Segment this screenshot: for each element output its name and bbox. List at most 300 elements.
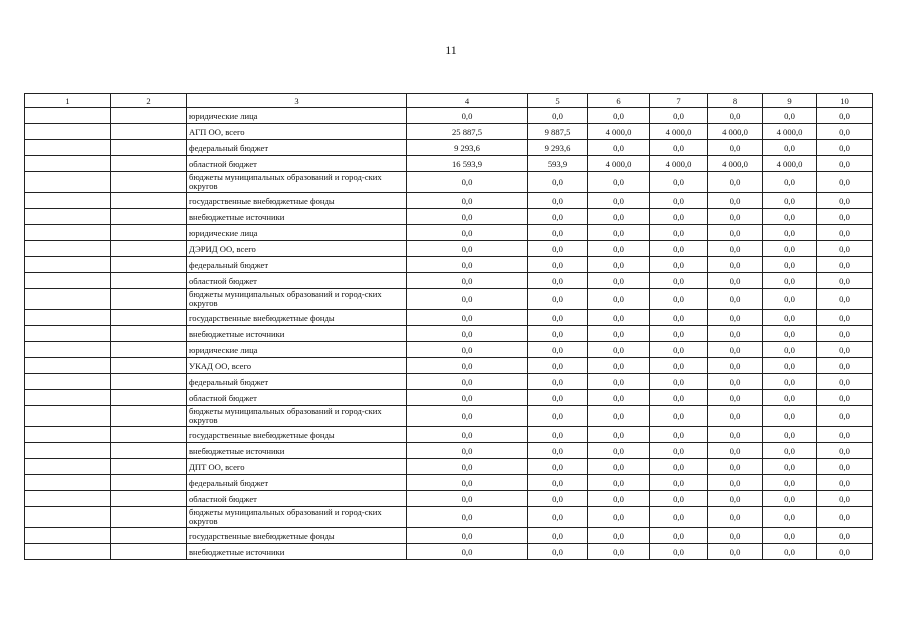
value-cell: 0,0 [407, 544, 528, 560]
value-cell: 0,0 [817, 390, 873, 406]
value-cell: 0,0 [817, 358, 873, 374]
value-cell: 0,0 [650, 225, 708, 241]
value-cell: 0,0 [528, 225, 588, 241]
row-label: внебюджетные источники [187, 544, 407, 560]
col1-cell [25, 528, 111, 544]
value-cell: 0,0 [650, 475, 708, 491]
value-cell: 0,0 [763, 193, 817, 209]
page-number: 11 [445, 43, 457, 57]
value-cell: 0,0 [708, 406, 763, 427]
table-row [25, 209, 873, 225]
value-cell: 0,0 [588, 326, 650, 342]
value-cell: 0,0 [650, 443, 708, 459]
value-cell: 0,0 [708, 491, 763, 507]
column-number: 6 [588, 94, 650, 108]
value-cell: 16 593,9 [407, 156, 528, 172]
col1-cell [25, 443, 111, 459]
table-row [25, 443, 873, 459]
value-cell: 0,0 [650, 374, 708, 390]
value-cell: 0,0 [708, 374, 763, 390]
column-number: 4 [407, 94, 528, 108]
value-cell: 0,0 [528, 209, 588, 225]
col2-cell [111, 507, 187, 528]
table-row [25, 108, 873, 124]
value-cell: 0,0 [588, 475, 650, 491]
row-label: областной бюджет [187, 156, 407, 172]
value-cell: 0,0 [817, 406, 873, 427]
table-row [25, 475, 873, 491]
value-cell: 0,0 [407, 273, 528, 289]
col1-cell [25, 209, 111, 225]
value-cell: 0,0 [763, 310, 817, 326]
table-row [25, 427, 873, 443]
table-row [25, 156, 873, 172]
value-cell: 0,0 [650, 507, 708, 528]
value-cell: 0,0 [588, 427, 650, 443]
col1-cell [25, 406, 111, 427]
value-cell: 0,0 [708, 459, 763, 475]
column-number: 1 [25, 94, 111, 108]
value-cell: 0,0 [588, 528, 650, 544]
value-cell: 0,0 [763, 528, 817, 544]
value-cell: 0,0 [407, 193, 528, 209]
value-cell: 0,0 [763, 257, 817, 273]
table-row [25, 528, 873, 544]
value-cell: 0,0 [650, 544, 708, 560]
value-cell: 0,0 [817, 273, 873, 289]
value-cell: 0,0 [763, 475, 817, 491]
table-row [25, 241, 873, 257]
value-cell: 0,0 [528, 528, 588, 544]
col1-cell [25, 241, 111, 257]
col1-cell [25, 390, 111, 406]
row-label: юридические лица [187, 342, 407, 358]
value-cell: 0,0 [650, 257, 708, 273]
row-label: ДПТ ОО, всего [187, 459, 407, 475]
value-cell: 9 293,6 [528, 140, 588, 156]
col2-cell [111, 491, 187, 507]
table-row [25, 544, 873, 560]
table-row [25, 124, 873, 140]
row-label: областной бюджет [187, 273, 407, 289]
value-cell: 0,0 [528, 241, 588, 257]
col1-cell [25, 544, 111, 560]
value-cell: 0,0 [588, 507, 650, 528]
value-cell: 593,9 [528, 156, 588, 172]
value-cell: 0,0 [528, 193, 588, 209]
table-row [25, 374, 873, 390]
col1-cell [25, 124, 111, 140]
value-cell: 0,0 [817, 544, 873, 560]
table-row [25, 342, 873, 358]
value-cell: 0,0 [817, 241, 873, 257]
row-label: ДЭРИД ОО, всего [187, 241, 407, 257]
value-cell: 0,0 [528, 289, 588, 310]
value-cell: 0,0 [528, 459, 588, 475]
value-cell: 0,0 [763, 374, 817, 390]
value-cell: 0,0 [407, 108, 528, 124]
col1-cell [25, 475, 111, 491]
col2-cell [111, 172, 187, 193]
row-label: юридические лица [187, 225, 407, 241]
row-label: государственные внебюджетные фонды [187, 528, 407, 544]
col2-cell [111, 289, 187, 310]
value-cell: 0,0 [708, 443, 763, 459]
table-row [25, 507, 873, 528]
value-cell: 0,0 [528, 273, 588, 289]
value-cell: 0,0 [708, 209, 763, 225]
value-cell: 0,0 [763, 140, 817, 156]
value-cell: 0,0 [817, 193, 873, 209]
value-cell: 0,0 [407, 427, 528, 443]
value-cell: 0,0 [588, 342, 650, 358]
col1-cell [25, 507, 111, 528]
col2-cell [111, 209, 187, 225]
table-row [25, 140, 873, 156]
value-cell: 0,0 [588, 289, 650, 310]
value-cell: 0,0 [708, 507, 763, 528]
value-cell: 4 000,0 [763, 156, 817, 172]
row-label: государственные внебюджетные фонды [187, 310, 407, 326]
value-cell: 0,0 [817, 257, 873, 273]
col2-cell [111, 358, 187, 374]
value-cell: 0,0 [763, 326, 817, 342]
table-row [25, 310, 873, 326]
table-row [25, 193, 873, 209]
table-row [25, 289, 873, 310]
value-cell: 0,0 [528, 390, 588, 406]
col1-cell [25, 172, 111, 193]
table-row [25, 257, 873, 273]
value-cell: 0,0 [588, 273, 650, 289]
value-cell: 0,0 [763, 459, 817, 475]
row-label: областной бюджет [187, 491, 407, 507]
value-cell: 0,0 [650, 273, 708, 289]
table-row [25, 491, 873, 507]
value-cell: 0,0 [588, 172, 650, 193]
value-cell: 4 000,0 [650, 124, 708, 140]
value-cell: 0,0 [407, 459, 528, 475]
table-row [25, 358, 873, 374]
value-cell: 0,0 [708, 289, 763, 310]
value-cell: 0,0 [650, 310, 708, 326]
value-cell: 0,0 [588, 257, 650, 273]
value-cell: 0,0 [407, 528, 528, 544]
col1-cell [25, 156, 111, 172]
value-cell: 0,0 [763, 342, 817, 358]
row-label: юридические лица [187, 108, 407, 124]
value-cell: 0,0 [588, 225, 650, 241]
col2-cell [111, 406, 187, 427]
value-cell: 0,0 [650, 241, 708, 257]
value-cell: 0,0 [407, 443, 528, 459]
col1-cell [25, 289, 111, 310]
value-cell: 0,0 [817, 225, 873, 241]
row-label: УКАД ОО, всего [187, 358, 407, 374]
table-row [25, 406, 873, 427]
value-cell: 0,0 [708, 390, 763, 406]
col1-cell [25, 225, 111, 241]
value-cell: 0,0 [528, 342, 588, 358]
value-cell: 0,0 [650, 289, 708, 310]
row-label: АГП ОО, всего [187, 124, 407, 140]
value-cell: 0,0 [708, 475, 763, 491]
value-cell: 0,0 [528, 427, 588, 443]
value-cell: 0,0 [407, 374, 528, 390]
value-cell: 9 293,6 [407, 140, 528, 156]
value-cell: 0,0 [588, 443, 650, 459]
value-cell: 0,0 [763, 225, 817, 241]
value-cell: 0,0 [407, 358, 528, 374]
col2-cell [111, 108, 187, 124]
col2-cell [111, 140, 187, 156]
row-label: федеральный бюджет [187, 475, 407, 491]
col2-cell [111, 427, 187, 443]
value-cell: 0,0 [763, 289, 817, 310]
col1-cell [25, 459, 111, 475]
col1-cell [25, 310, 111, 326]
value-cell: 0,0 [650, 491, 708, 507]
value-cell: 0,0 [817, 374, 873, 390]
value-cell: 0,0 [708, 140, 763, 156]
col1-cell [25, 193, 111, 209]
value-cell: 0,0 [528, 443, 588, 459]
value-cell: 4 000,0 [708, 124, 763, 140]
value-cell: 0,0 [588, 358, 650, 374]
column-number: 8 [708, 94, 763, 108]
value-cell: 0,0 [708, 326, 763, 342]
table-row [25, 225, 873, 241]
value-cell: 4 000,0 [650, 156, 708, 172]
column-number: 7 [650, 94, 708, 108]
value-cell: 0,0 [817, 289, 873, 310]
row-label: бюджеты муниципальных образований и город-ских округов [187, 507, 407, 528]
value-cell: 0,0 [763, 241, 817, 257]
value-cell: 0,0 [650, 108, 708, 124]
value-cell: 0,0 [708, 172, 763, 193]
value-cell: 0,0 [407, 172, 528, 193]
col1-cell [25, 358, 111, 374]
value-cell: 0,0 [763, 390, 817, 406]
col2-cell [111, 390, 187, 406]
value-cell: 0,0 [817, 124, 873, 140]
value-cell: 0,0 [528, 406, 588, 427]
column-number: 9 [763, 94, 817, 108]
col2-cell [111, 528, 187, 544]
value-cell: 0,0 [407, 491, 528, 507]
col1-cell [25, 427, 111, 443]
col2-cell [111, 156, 187, 172]
value-cell: 0,0 [650, 427, 708, 443]
row-label: бюджеты муниципальных образований и город-ских округов [187, 406, 407, 427]
value-cell: 0,0 [650, 193, 708, 209]
column-number: 5 [528, 94, 588, 108]
value-cell: 0,0 [817, 475, 873, 491]
value-cell: 4 000,0 [588, 156, 650, 172]
value-cell: 0,0 [650, 172, 708, 193]
value-cell: 0,0 [407, 326, 528, 342]
value-cell: 0,0 [407, 289, 528, 310]
value-cell: 25 887,5 [407, 124, 528, 140]
value-cell: 0,0 [817, 140, 873, 156]
value-cell: 0,0 [817, 172, 873, 193]
value-cell: 0,0 [817, 507, 873, 528]
value-cell: 0,0 [817, 443, 873, 459]
value-cell: 0,0 [708, 273, 763, 289]
value-cell: 0,0 [528, 326, 588, 342]
row-label: бюджеты муниципальных образований и город-ских округов [187, 172, 407, 193]
value-cell: 0,0 [817, 427, 873, 443]
value-cell: 0,0 [763, 507, 817, 528]
value-cell: 0,0 [588, 459, 650, 475]
value-cell: 0,0 [708, 241, 763, 257]
table-row [25, 390, 873, 406]
column-number: 2 [111, 94, 187, 108]
value-cell: 0,0 [407, 241, 528, 257]
value-cell: 0,0 [588, 241, 650, 257]
col1-cell [25, 342, 111, 358]
value-cell: 0,0 [650, 406, 708, 427]
value-cell: 0,0 [407, 257, 528, 273]
col2-cell [111, 124, 187, 140]
value-cell: 0,0 [817, 342, 873, 358]
row-label: внебюджетные источники [187, 209, 407, 225]
col1-cell [25, 374, 111, 390]
value-cell: 0,0 [528, 358, 588, 374]
value-cell: 0,0 [708, 544, 763, 560]
col2-cell [111, 342, 187, 358]
value-cell: 0,0 [763, 273, 817, 289]
value-cell: 0,0 [528, 475, 588, 491]
value-cell: 0,0 [528, 172, 588, 193]
row-label: внебюджетные источники [187, 443, 407, 459]
value-cell: 0,0 [407, 342, 528, 358]
value-cell: 0,0 [650, 209, 708, 225]
col2-cell [111, 326, 187, 342]
value-cell: 0,0 [588, 406, 650, 427]
value-cell: 0,0 [407, 475, 528, 491]
value-cell: 4 000,0 [763, 124, 817, 140]
value-cell: 0,0 [763, 427, 817, 443]
value-cell: 4 000,0 [708, 156, 763, 172]
value-cell: 0,0 [708, 358, 763, 374]
value-cell: 0,0 [528, 544, 588, 560]
value-cell: 0,0 [588, 390, 650, 406]
value-cell: 0,0 [817, 209, 873, 225]
value-cell: 0,0 [817, 108, 873, 124]
col2-cell [111, 241, 187, 257]
value-cell: 0,0 [650, 459, 708, 475]
table-row [25, 459, 873, 475]
col2-cell [111, 273, 187, 289]
value-cell: 0,0 [528, 507, 588, 528]
value-cell: 0,0 [588, 140, 650, 156]
row-label: федеральный бюджет [187, 374, 407, 390]
value-cell: 0,0 [817, 491, 873, 507]
value-cell: 0,0 [817, 326, 873, 342]
value-cell: 0,0 [528, 310, 588, 326]
value-cell: 0,0 [817, 156, 873, 172]
value-cell: 0,0 [588, 193, 650, 209]
row-label: федеральный бюджет [187, 257, 407, 273]
col2-cell [111, 544, 187, 560]
value-cell: 0,0 [763, 406, 817, 427]
row-label: государственные внебюджетные фонды [187, 193, 407, 209]
value-cell: 0,0 [407, 209, 528, 225]
row-label: областной бюджет [187, 390, 407, 406]
row-label: бюджеты муниципальных образований и город-ских округов [187, 289, 407, 310]
col2-cell [111, 374, 187, 390]
col2-cell [111, 257, 187, 273]
table-row [25, 172, 873, 193]
row-label: внебюджетные источники [187, 326, 407, 342]
column-number-row [25, 94, 873, 108]
value-cell: 0,0 [650, 390, 708, 406]
value-cell: 0,0 [650, 140, 708, 156]
value-cell: 0,0 [708, 310, 763, 326]
value-cell: 0,0 [650, 326, 708, 342]
column-number: 10 [817, 94, 873, 108]
value-cell: 4 000,0 [588, 124, 650, 140]
row-label: государственные внебюджетные фонды [187, 427, 407, 443]
value-cell: 0,0 [407, 507, 528, 528]
value-cell: 0,0 [708, 225, 763, 241]
value-cell: 0,0 [650, 528, 708, 544]
col2-cell [111, 225, 187, 241]
value-cell: 0,0 [588, 108, 650, 124]
value-cell: 0,0 [817, 528, 873, 544]
value-cell: 0,0 [708, 342, 763, 358]
value-cell: 0,0 [817, 459, 873, 475]
value-cell: 0,0 [708, 528, 763, 544]
value-cell: 0,0 [588, 544, 650, 560]
value-cell: 0,0 [407, 390, 528, 406]
value-cell: 0,0 [763, 544, 817, 560]
value-cell: 0,0 [763, 172, 817, 193]
value-cell: 0,0 [407, 406, 528, 427]
value-cell: 0,0 [708, 108, 763, 124]
value-cell: 0,0 [528, 108, 588, 124]
table-row [25, 273, 873, 289]
value-cell: 0,0 [588, 209, 650, 225]
col1-cell [25, 326, 111, 342]
value-cell: 0,0 [708, 257, 763, 273]
value-cell: 0,0 [528, 374, 588, 390]
col2-cell [111, 459, 187, 475]
funding-table [24, 93, 873, 560]
value-cell: 0,0 [407, 225, 528, 241]
value-cell: 0,0 [763, 358, 817, 374]
value-cell: 0,0 [528, 257, 588, 273]
col1-cell [25, 273, 111, 289]
col1-cell [25, 491, 111, 507]
column-number: 3 [187, 94, 407, 108]
value-cell: 0,0 [588, 374, 650, 390]
value-cell: 0,0 [763, 209, 817, 225]
value-cell: 0,0 [588, 310, 650, 326]
value-cell: 0,0 [650, 342, 708, 358]
value-cell: 0,0 [708, 427, 763, 443]
value-cell: 0,0 [588, 491, 650, 507]
col2-cell [111, 310, 187, 326]
row-label: федеральный бюджет [187, 140, 407, 156]
col2-cell [111, 443, 187, 459]
value-cell: 0,0 [407, 310, 528, 326]
value-cell: 0,0 [528, 491, 588, 507]
col2-cell [111, 193, 187, 209]
value-cell: 0,0 [763, 443, 817, 459]
col1-cell [25, 257, 111, 273]
